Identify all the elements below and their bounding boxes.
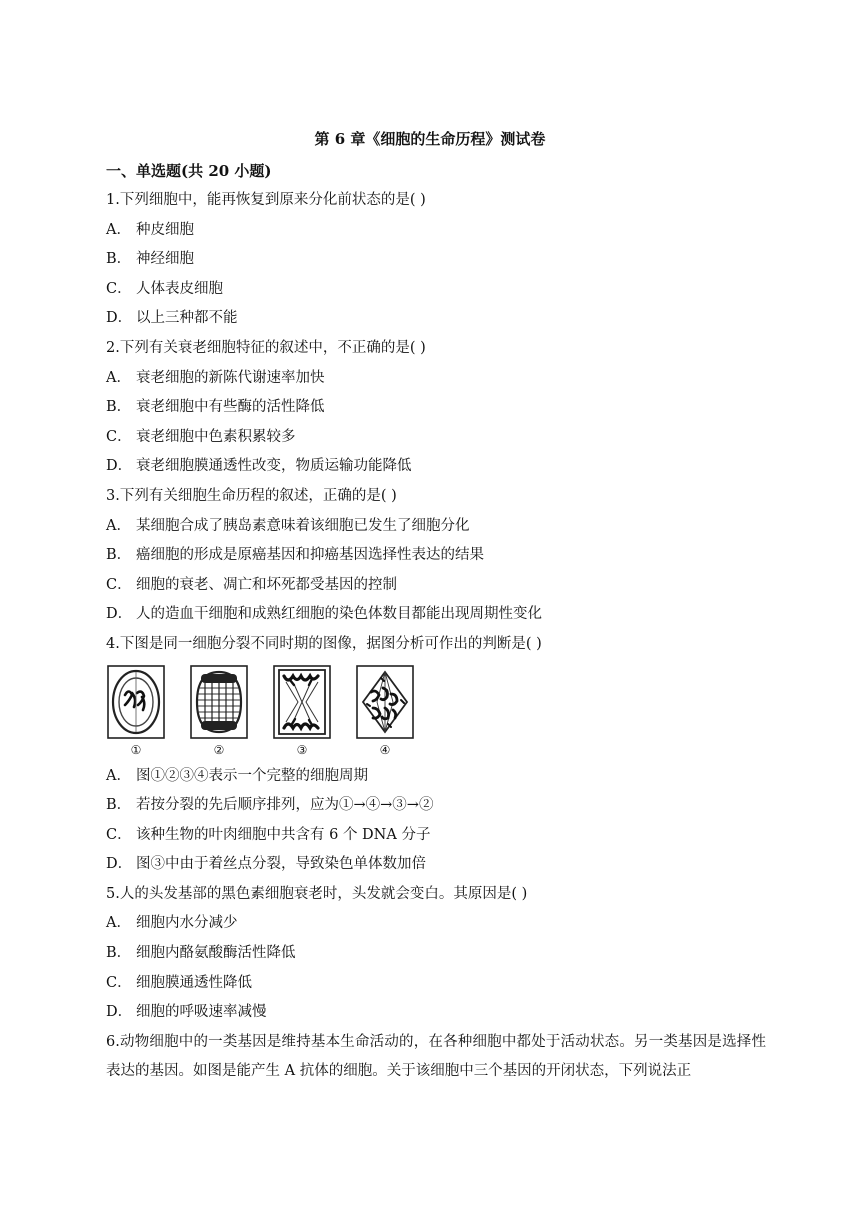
option-letter: B． bbox=[106, 547, 132, 564]
figure-3 bbox=[272, 664, 332, 760]
option-text: 神经细胞 bbox=[136, 251, 194, 268]
option-text: 某细胞合成了胰岛素意味着该细胞已发生了细胞分化 bbox=[136, 517, 470, 534]
option-letter: A． bbox=[106, 517, 131, 534]
option-text: 细胞内酪氨酸酶活性降低 bbox=[136, 945, 296, 962]
option-text: 若按分裂的先后顺序排列，应为①→④→③→② bbox=[136, 797, 434, 814]
figure-4 bbox=[355, 664, 415, 760]
q3-option-b[interactable] bbox=[106, 541, 766, 571]
option-text: 细胞膜通透性降低 bbox=[136, 974, 252, 991]
question-1-stem: 1.下列细胞中，能再恢复到原来分化前状态的是( ) bbox=[106, 192, 426, 208]
figure-label: ③ bbox=[296, 742, 308, 757]
option-letter: D． bbox=[106, 310, 133, 327]
figure-1 bbox=[106, 664, 166, 760]
q3-option-a[interactable] bbox=[106, 512, 766, 542]
option-text: 种皮细胞 bbox=[136, 221, 194, 238]
question-2-stem: 2.下列有关衰老细胞特征的叙述中，不正确的是( ) bbox=[106, 339, 426, 356]
option-text: 人的造血干细胞和成熟红细胞的染色体数目都能出现周期性变化 bbox=[136, 606, 542, 623]
figure-4-cell-icon bbox=[355, 664, 415, 740]
option-letter: D． bbox=[106, 1004, 133, 1021]
q1-option-c[interactable] bbox=[106, 275, 766, 305]
option-letter: D． bbox=[106, 458, 133, 475]
q5-option-b[interactable] bbox=[106, 939, 766, 969]
q2-option-b[interactable] bbox=[106, 393, 766, 423]
option-letter: A． bbox=[106, 221, 131, 238]
q1-option-b[interactable] bbox=[106, 245, 766, 275]
option-letter: C． bbox=[106, 974, 132, 991]
figure-2-cell-icon bbox=[189, 664, 249, 740]
option-letter: D． bbox=[106, 856, 133, 873]
q4-option-c[interactable] bbox=[106, 821, 766, 851]
question-5-stem: 5.人的头发基部的黑色素细胞衰老时，头发就会变白。其原因是( ) bbox=[106, 885, 528, 902]
option-letter: B． bbox=[106, 945, 132, 962]
question-6-stem: 6.动物细胞中的一类基因是维持基本生命活动的，在各种细胞中都处于活动状态。另一类基因是选择性表达的基因。如图是能产生 A 抗体的细胞。关于该细胞中三个基因的开闭状态，下列说法正 bbox=[106, 1033, 766, 1080]
option-letter: A． bbox=[106, 915, 131, 932]
q2-option-c[interactable] bbox=[106, 423, 766, 453]
figure-label: ② bbox=[213, 742, 225, 757]
option-letter: D． bbox=[106, 606, 133, 623]
cell-division-figures bbox=[106, 664, 766, 760]
option-text: 图③中由于着丝点分裂，导致染色单体数加倍 bbox=[136, 856, 426, 873]
option-letter: C． bbox=[106, 826, 132, 843]
option-letter: B． bbox=[106, 251, 132, 268]
question-4-stem: 4.下图是同一细胞分裂不同时期的图像，据图分析可作出的判断是( ) bbox=[106, 635, 542, 652]
q2-option-d[interactable] bbox=[106, 452, 766, 482]
figure-3-cell-icon bbox=[272, 664, 332, 740]
question-3-stem: 3.下列有关细胞生命历程的叙述，正确的是( ) bbox=[106, 487, 397, 504]
option-text: 该种生物的叶肉细胞中共含有 6 个 DNA 分子 bbox=[136, 826, 431, 843]
option-text: 以上三种都不能 bbox=[136, 310, 238, 327]
option-text: 衰老细胞的新陈代谢速率加快 bbox=[136, 369, 325, 386]
figure-2 bbox=[189, 664, 249, 760]
option-letter: A． bbox=[106, 767, 131, 784]
q3-option-c[interactable] bbox=[106, 571, 766, 601]
option-text: 衰老细胞膜通透性改变，物质运输功能降低 bbox=[136, 458, 412, 475]
option-text: 衰老细胞中有些酶的活性降低 bbox=[136, 399, 325, 416]
option-letter: C． bbox=[106, 576, 132, 593]
option-text: 细胞的衰老、凋亡和坏死都受基因的控制 bbox=[136, 576, 397, 593]
figure-label: ④ bbox=[379, 742, 391, 757]
option-letter: C． bbox=[106, 280, 132, 297]
q3-option-d[interactable] bbox=[106, 600, 766, 630]
option-text: 癌细胞的形成是原癌基因和抑癌基因选择性表达的结果 bbox=[136, 547, 484, 564]
q4-option-b[interactable] bbox=[106, 791, 766, 821]
figure-label: ① bbox=[130, 742, 142, 757]
option-letter: B． bbox=[106, 399, 132, 416]
option-letter: C． bbox=[106, 428, 132, 445]
option-text: 细胞的呼吸速率减慢 bbox=[136, 1004, 267, 1021]
option-text: 图①②③④表示一个完整的细胞周期 bbox=[136, 767, 368, 784]
q4-option-d[interactable] bbox=[106, 850, 766, 880]
q5-option-d[interactable] bbox=[106, 998, 766, 1028]
figure-1-cell-icon bbox=[106, 664, 166, 740]
option-text: 细胞内水分减少 bbox=[136, 915, 238, 932]
q1-option-a[interactable] bbox=[106, 216, 766, 246]
option-text: 衰老细胞中色素积累较多 bbox=[136, 428, 296, 445]
q4-option-a[interactable] bbox=[106, 762, 766, 792]
option-text: 人体表皮细胞 bbox=[136, 280, 223, 297]
q2-option-a[interactable] bbox=[106, 364, 766, 394]
option-letter: B． bbox=[106, 797, 132, 814]
q5-option-c[interactable] bbox=[106, 969, 766, 999]
q5-option-a[interactable] bbox=[106, 909, 766, 939]
option-letter: A． bbox=[106, 369, 131, 386]
question-list bbox=[106, 186, 766, 1087]
page-title: 第 6 章《细胞的生命历程》测试卷 bbox=[314, 130, 546, 148]
section-heading: 一、单选题(共 20 小题) bbox=[106, 162, 272, 180]
q1-option-d[interactable] bbox=[106, 304, 766, 334]
